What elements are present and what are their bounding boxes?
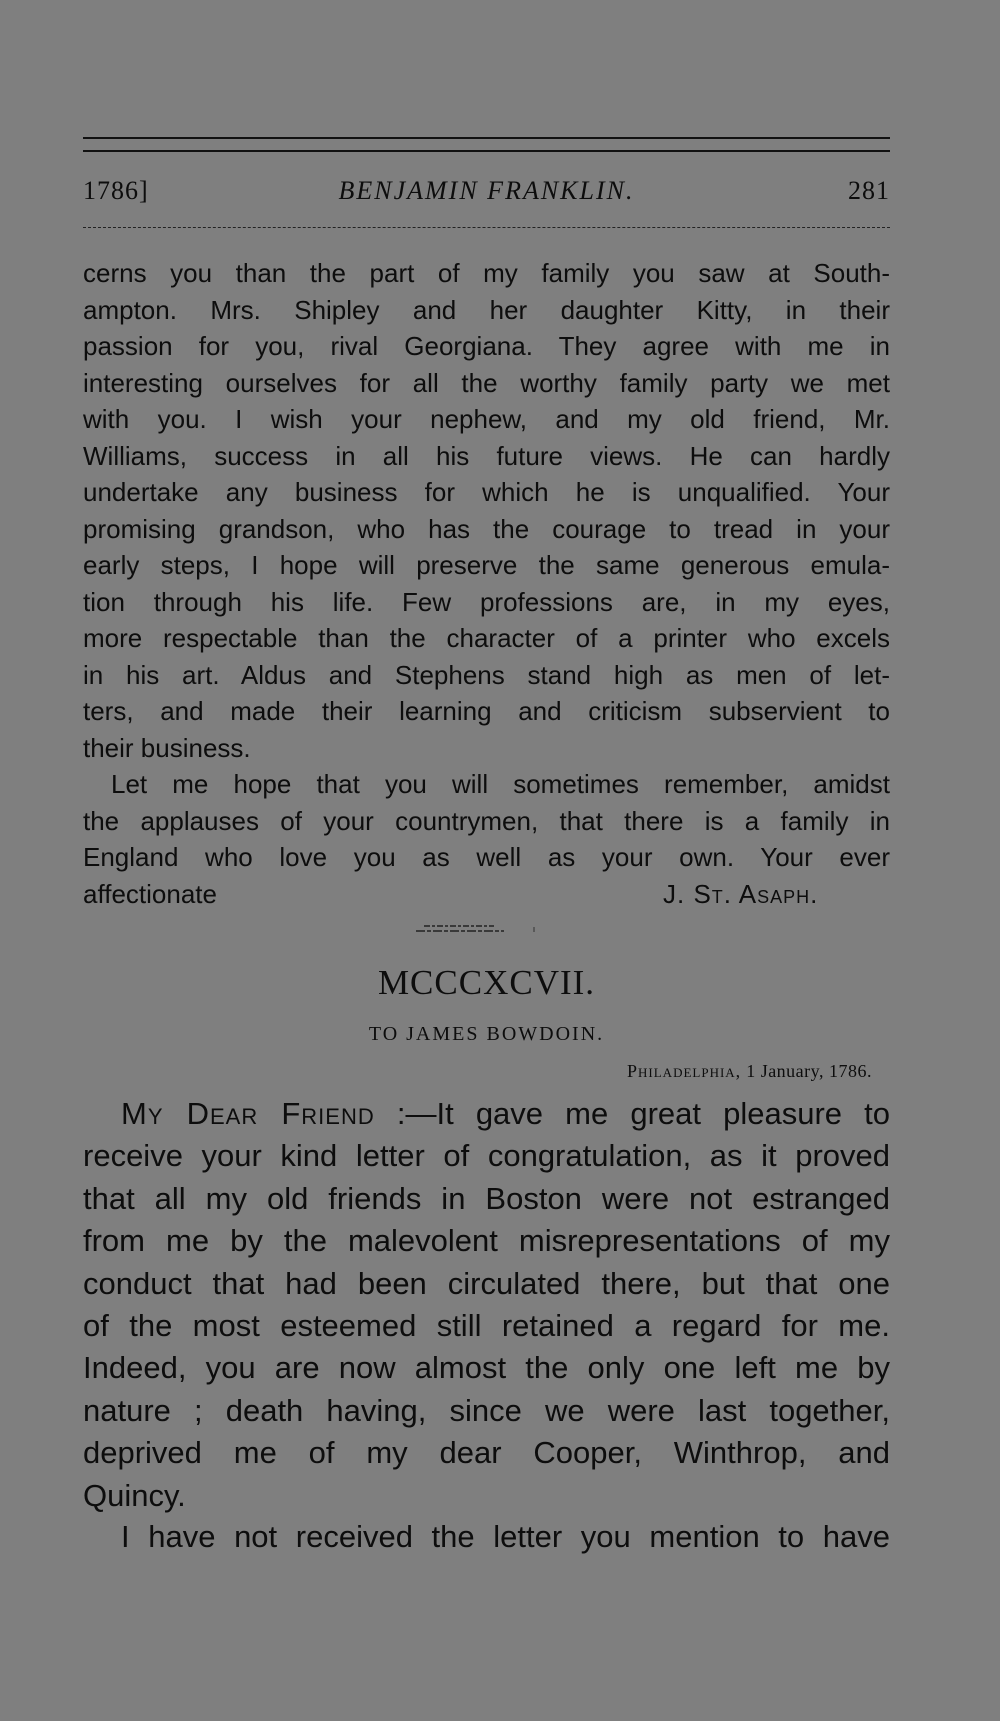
text-line: early steps, I hope will preserve the same generous emula-	[83, 550, 890, 580]
text-line: passion for you, rival Georgiana. They agree with me in	[83, 331, 890, 361]
dateline-date: 1 January, 1786.	[746, 1061, 872, 1081]
text-line: cerns you than the part of my family you saw at South-	[83, 258, 890, 288]
text-line: in his art. Aldus and Stephens stand high as men of let-	[83, 659, 890, 690]
closing: affectionate	[83, 878, 217, 909]
text-line: their business.	[83, 732, 251, 763]
continued-letter-paragraph-1	[83, 255, 890, 766]
text-line: promising grandson, who has the courage to tread in your	[83, 513, 890, 544]
letter-recipient: TO JAMES BOWDOIN.	[368, 1023, 605, 1045]
dateline	[627, 1061, 872, 1082]
text-line: the applauses of your countrymen, that there is a family in	[83, 805, 890, 836]
text-line: Quincy.	[83, 1477, 186, 1513]
dateline-place: Philadelphia,	[627, 1061, 742, 1081]
letter-number: MCCCXCVII.	[377, 963, 596, 1002]
text-line: more respectable than the character of a printer who excels	[83, 623, 890, 653]
page-number: 281	[848, 176, 890, 205]
text-line: deprived me of my dear Cooper, Winthrop, and	[83, 1435, 890, 1471]
text-line: I have not received the letter you mention to have	[121, 1519, 890, 1554]
text-line	[83, 1093, 890, 1135]
text-line: Let me hope that you will sometimes remember, amidst	[111, 769, 890, 799]
text-line: of the most esteemed still retained a regard for me.	[83, 1308, 890, 1344]
text-line: conduct that had been circulated there, but that one	[83, 1265, 890, 1301]
text-line: Indeed, you are now almost the only one left me by	[83, 1350, 890, 1386]
text-line: England who love you as well as your own. Your ever	[83, 842, 890, 872]
text-line: undertake any business for which he is unqualified. Your	[83, 477, 890, 507]
continued-letter-paragraph-2	[83, 766, 890, 912]
text-line: interesting ourselves for all the worthy family party we met	[83, 367, 890, 398]
text-line: tion through his life. Few professions are, in my eyes,	[83, 586, 890, 617]
signature-line	[83, 876, 890, 913]
header-dashed-rule	[83, 227, 890, 228]
text-line: with you. I wish your nephew, and my old friend, Mr.	[83, 404, 890, 434]
letter-paragraph-2	[83, 1516, 890, 1558]
text-line: nature ; death having, since we were last together,	[83, 1392, 890, 1428]
text-line: Williams, success in all his future views. He can hardly	[83, 440, 890, 471]
text-line: ters, and made their learning and criticism subservient to	[83, 696, 890, 726]
running-head-title: BENJAMIN FRANKLIN.	[338, 176, 635, 205]
signature: J. St. Asaph.	[663, 878, 819, 909]
letter-paragraph-1	[83, 1093, 890, 1517]
top-rule	[83, 137, 890, 139]
section-divider-ornament	[416, 924, 556, 934]
salutation: My Dear Friend	[121, 1096, 375, 1131]
top-rule-thin	[83, 150, 890, 152]
text-line: that all my old friends in Boston were not estranged	[83, 1180, 890, 1216]
text-fragment: :—It gave me great pleasure to	[396, 1096, 890, 1131]
running-head	[83, 176, 890, 210]
running-head-year: 1786]	[83, 176, 149, 205]
text-line: receive your kind letter of congratulation, as it proved	[83, 1138, 890, 1174]
text-line: from me by the malevolent misrepresentations of my	[83, 1223, 890, 1259]
text-line: ampton. Mrs. Shipley and her daughter Kitty, in their	[83, 294, 890, 325]
